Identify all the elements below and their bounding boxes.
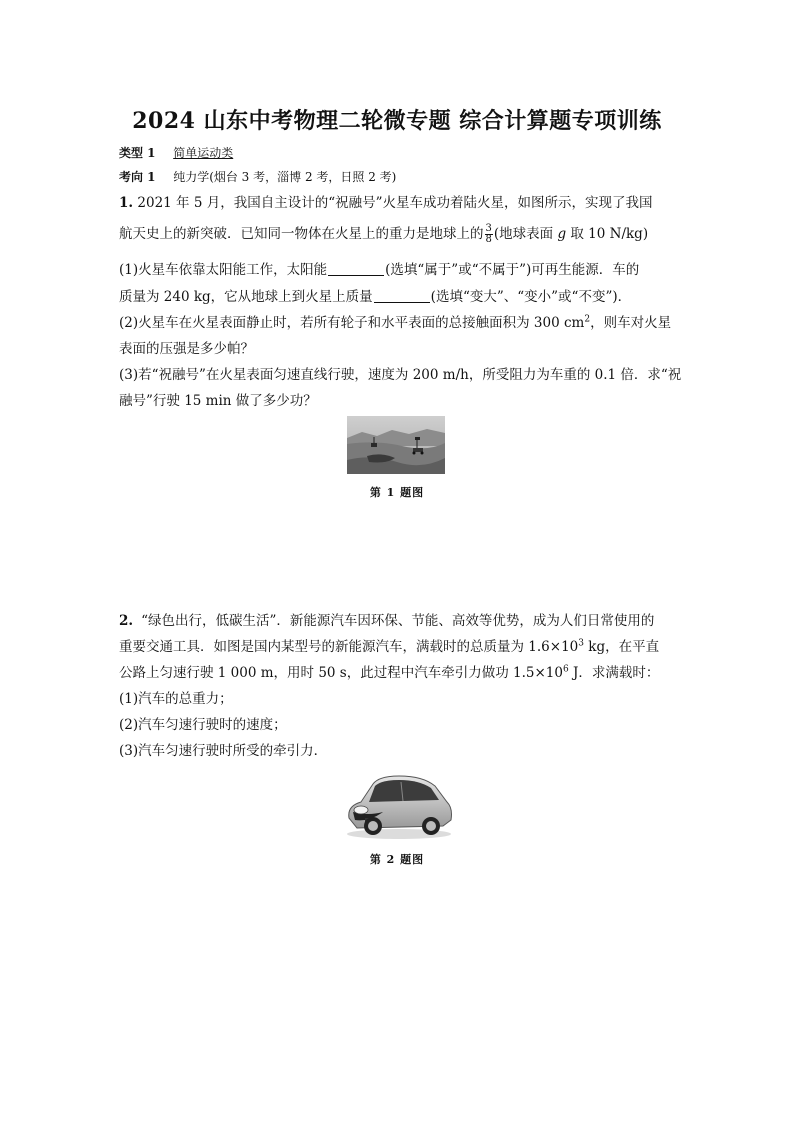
q2-line-3 <box>119 663 689 683</box>
direction-name: 纯力学(烟台 3 考，淄博 2 考，日照 2 考) <box>173 170 397 184</box>
q1-p1-text-b: (选填“属于”或“不属于”)可再生能源．车的 <box>385 262 640 278</box>
q1-part-3-line-1 <box>119 365 689 385</box>
q2-line-1 <box>119 611 689 631</box>
type-heading <box>119 143 689 163</box>
q1-p3-text-b: 融号”行驶 15 min 做了多少功？ <box>119 393 317 409</box>
answer-blank-2[interactable] <box>374 289 430 303</box>
q1-part-2-line-1 <box>119 313 689 333</box>
q1-p2-text-b: ，则车对火星 <box>590 315 672 331</box>
type-label: 类型 1 <box>119 146 156 160</box>
q1-part-1-line-1 <box>119 260 689 280</box>
q1-text-2c: 取 10 N/kg) <box>566 226 649 242</box>
figure-1-caption: 第 1 题图 <box>369 486 425 499</box>
mars-rover-photo <box>347 416 445 474</box>
q1-p3-text-a: (3)若“祝融号”在火星表面匀速直线行驶，速度为 200 m/h，所受阻力为车重的 0.1 倍．求“祝 <box>119 367 682 383</box>
q2-superscript-1: 3 <box>578 638 584 649</box>
q1-p1-text-a: (1)火星车依靠太阳能工作，太阳能 <box>119 262 328 278</box>
q1-p2-text-a: (2)火星车在火星表面静止时，若所有轮子和水平表面的总接触面积为 300 cm <box>119 315 585 331</box>
q1-part-1-line-2 <box>119 287 689 307</box>
q2-text-3a: 公路上匀速行驶 1 000 m，用时 50 s，此过程中汽车牵引力做功 1.5×10 <box>119 665 563 681</box>
q2-text-2b: kg，在平直 <box>583 639 660 655</box>
q1-p2-superscript: 2 <box>584 314 591 325</box>
g-variable: g <box>557 226 567 242</box>
q1-line-2 <box>119 224 689 245</box>
q2-part-3: (3)汽车匀速行驶时所受的牵引力． <box>119 743 328 759</box>
direction-label: 考向 1 <box>119 170 156 184</box>
q2-text-2a: 重要交通工具．如图是国内某型号的新能源汽车，满载时的总质量为 1.6×10 <box>119 639 579 655</box>
q2-part-1: (1)汽车的总重力； <box>119 691 233 707</box>
q1-part-2-line-2 <box>119 339 689 359</box>
q2-part-2: (2)汽车匀速行驶时的速度； <box>119 717 287 733</box>
q1-line-1 <box>119 193 689 213</box>
q2-number: 2. <box>119 613 134 629</box>
q1-p1-text-d: (选填“变大”、“变小”或“不变”)． <box>430 289 632 305</box>
q2-text-3b: J．求满载时： <box>568 665 660 681</box>
q1-fraction <box>485 224 493 245</box>
direction-heading <box>119 167 689 187</box>
fraction-numerator: 3 <box>485 223 492 234</box>
page-title: 2024 山东中考物理二轮微专题 综合计算题专项训练 <box>132 108 662 134</box>
q1-text-2b: (地球表面 <box>493 226 558 242</box>
q1-p1-text-c: 质量为 240 kg，它从地球上到火星上质量 <box>119 289 373 305</box>
answer-blank-1[interactable] <box>328 262 384 276</box>
q2-superscript-2: 6 <box>562 664 569 675</box>
q1-number: 1. <box>119 195 134 211</box>
q1-part-3-line-2 <box>119 391 689 411</box>
electric-car-image <box>339 770 456 840</box>
q2-text-1: “绿色出行，低碳生活”．新能源汽车因环保、节能、高效等优势，成为人们日常使用的 <box>141 613 655 629</box>
type-name: 简单运动类 <box>173 146 234 160</box>
q1-text-2a: 航天史上的新突破．已知同一物体在火星上的重力是地球上的 <box>119 226 484 242</box>
q1-p2-text-c: 表面的压强是多少帕？ <box>119 341 254 357</box>
figure-2-caption: 第 2 题图 <box>369 853 425 866</box>
q1-text-1: 2021 年 5 月，我国自主设计的“祝融号”火星车成功着陆火星，如图所示，实现了我国 <box>133 195 653 211</box>
q2-line-2 <box>119 637 689 657</box>
fraction-denominator: 8 <box>485 234 492 245</box>
